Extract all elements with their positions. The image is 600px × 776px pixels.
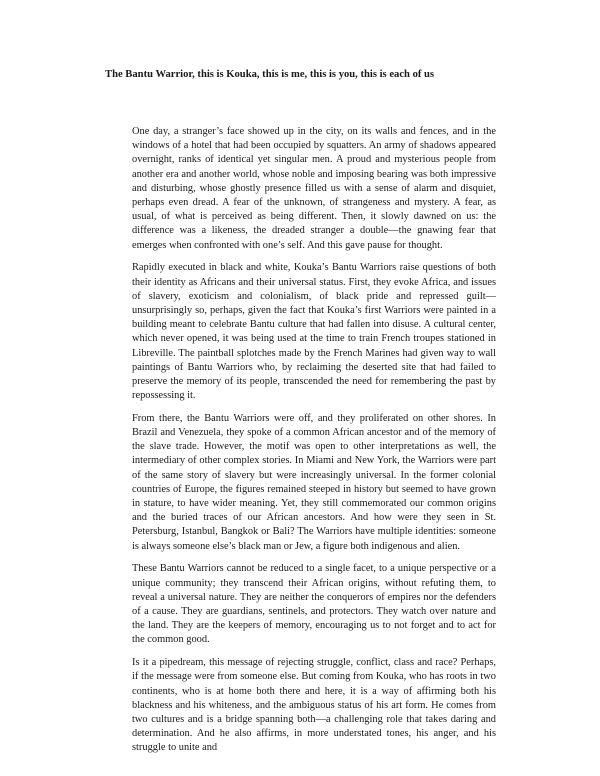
paragraph-5: Is it a pipedream, this message of rejecting struggle, conflict, class and race? Perhaps, if the message were from someone else. But coming from Kouka, who has roots in two continents, who is at home both there and here, it is a way of affirming both his blackness and his whiteness, and the ambiguous status of his art form. He comes from two cultures and is a bridge spanning both—a challenging role that takes daring and determination. And he also affirms, in more understated tones, his anger, and his struggle to unite and (132, 657, 496, 754)
paragraph-2: Rapidly executed in black and white, Kouka’s Bantu Warriors raise questions of both their identity as Africans and their universal status. First, they evoke Africa, and issues of slavery, exoticism and colonialism, of black pride and repressed guilt—unsurprisingly so, perhaps, given the fact that Kouka’s first Warriors were painted in a building meant to celebrate Bantu culture that had fallen into disuse. A cultural center, which never opened, it was being used at the time to train French troupes stationed in Libreville. The paintball splotches made by the French Marines had given way to wall paintings of Bantu Warriors who, by reclaiming the deserted site that had failed to preserve the memory of its people, transcended the need for remembering the past by repossessing it. (132, 262, 496, 402)
document-title: The Bantu Warrior, this is Kouka, this is me, this is you, this is each of us (105, 69, 435, 80)
document-body (132, 125, 496, 764)
paragraph-3: From there, the Bantu Warriors were off, and they proliferated on other shores. In Brazil and Venezuela, they spoke of a common African ancestor and of the memory of the slave trade. However, the motif was open to other interpretations as well, the intermediary of other complex stories. In Miami and New York, the Warriors were part of the same story of slavery but were increasingly universal. In the former colonial countries of Europe, the figures remained steeped in history but seemed to have grown in stature, to have wider meaning. Yet, they still commemorated our common origins and the buried traces of our African ancestors. And how were they seen in St. Petersburg, Istanbul, Bangkok or Bali? The Warriors have multiple identities: someone is always someone else’s black man or Jew, a figure both indigenous and alien. (132, 412, 496, 552)
paragraph-1: One day, a stranger’s face showed up in the city, on its walls and fences, and in the windows of a hotel that had been occupied by squatters. An army of shadows appeared overnight, ranks of identical yet singular men. A proud and mysterious people from another era and another world, whose noble and imposing bearing was both impressive and disturbing, whose ghostly presence filled us with a sense of alarm and disquiet, perhaps even dread. A fear of the unknown, of strangeness and mystery. A fear, as usual, of what is perceived as being different. Then, it slowly dawned on us: the difference was a likeness, the dreaded stranger a double—the gnawing fear that emerges when confronted with one’s self. And this gave pause for thought. (132, 126, 496, 251)
paragraph-4: These Bantu Warriors cannot be reduced to a single facet, to a unique perspective or a unique community; they transcend their African origins, without refuting them, to reveal a universal nature. They are neither the conquerors of empires nor the defenders of a cause. They are guardians, sentinels, and protectors. They watch over nature and the land. They are the keepers of memory, encouraging us to not forget and to act for the common good. (132, 563, 496, 646)
